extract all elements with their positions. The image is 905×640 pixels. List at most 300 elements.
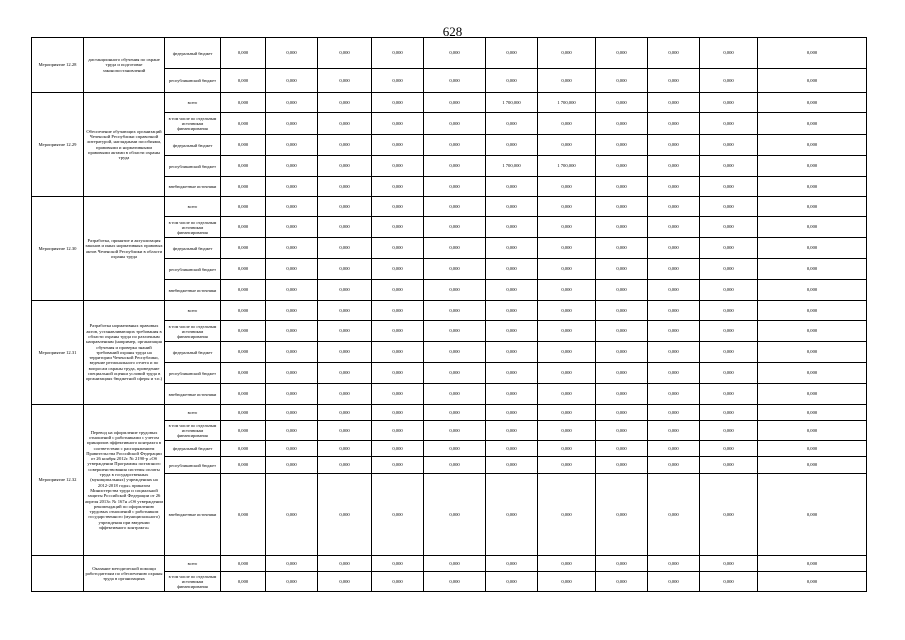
value-cell: 0,000 (221, 259, 266, 280)
value-cell: 0,000 (596, 572, 648, 592)
value-cell: 0,000 (596, 441, 648, 457)
value-cell: 0,000 (486, 441, 538, 457)
value-cell: 0,000 (318, 474, 372, 556)
funding-source-cell: федеральный бюджет (165, 238, 221, 259)
value-cell: 0,000 (424, 217, 486, 238)
value-cell: 0,000 (266, 556, 318, 572)
value-cell: 0,000 (372, 135, 424, 156)
value-cell: 0,000 (596, 259, 648, 280)
value-cell: 0,000 (318, 156, 372, 177)
value-cell: 0,000 (318, 301, 372, 321)
value-cell: 0,000 (758, 363, 867, 384)
value-cell: 0,000 (538, 197, 596, 217)
value-cell: 0,000 (538, 405, 596, 421)
value-cell: 0,000 (648, 384, 700, 405)
value-cell: 0,000 (700, 156, 758, 177)
event-name-cell: Оказание методической помощи работодателям по обеспечению охраны труда в организациях (84, 556, 165, 592)
value-cell: 0,000 (486, 342, 538, 363)
value-cell: 0,000 (424, 384, 486, 405)
value-cell: 0,000 (538, 69, 596, 93)
value-cell: 0,000 (318, 69, 372, 93)
value-cell: 0,000 (424, 259, 486, 280)
value-cell: 0,000 (424, 441, 486, 457)
value-cell: 0,000 (648, 177, 700, 197)
value-cell: 0,000 (758, 38, 867, 69)
value-cell: 0,000 (596, 474, 648, 556)
value-cell: 0,000 (758, 69, 867, 93)
value-cell: 0,000 (266, 342, 318, 363)
value-cell: 0,000 (266, 93, 318, 113)
value-cell: 0,000 (372, 177, 424, 197)
value-cell: 0,000 (372, 69, 424, 93)
value-cell: 0,000 (318, 421, 372, 441)
funding-source-cell: всего (165, 556, 221, 572)
value-cell: 0,000 (372, 113, 424, 135)
value-cell: 0,000 (596, 113, 648, 135)
value-cell: 0,000 (486, 474, 538, 556)
value-cell: 0,000 (221, 474, 266, 556)
value-cell: 0,000 (538, 474, 596, 556)
value-cell: 0,000 (372, 363, 424, 384)
funding-source-cell: федеральный бюджет (165, 38, 221, 69)
value-cell: 0,000 (648, 113, 700, 135)
value-cell: 0,000 (486, 197, 538, 217)
value-cell: 0,000 (424, 238, 486, 259)
funding-source-cell: всего (165, 301, 221, 321)
value-cell: 0,000 (758, 113, 867, 135)
value-cell: 0,000 (372, 197, 424, 217)
value-cell: 0,000 (318, 113, 372, 135)
value-cell: 0,000 (221, 572, 266, 592)
value-cell: 0,000 (596, 342, 648, 363)
value-cell: 0,000 (318, 384, 372, 405)
value-cell: 0,000 (596, 177, 648, 197)
value-cell: 0,000 (486, 572, 538, 592)
value-cell: 0,000 (486, 405, 538, 421)
value-cell: 0,000 (372, 474, 424, 556)
value-cell: 0,000 (221, 421, 266, 441)
page-number: 628 (442, 24, 463, 39)
value-cell: 0,000 (266, 572, 318, 592)
value-cell: 0,000 (221, 441, 266, 457)
value-cell: 0,000 (221, 363, 266, 384)
funding-source-cell: федеральный бюджет (165, 342, 221, 363)
value-cell: 0,000 (596, 197, 648, 217)
value-cell: 0,000 (372, 301, 424, 321)
value-cell: 0,000 (424, 405, 486, 421)
value-cell: 0,000 (700, 238, 758, 259)
value-cell: 0,000 (700, 572, 758, 592)
value-cell: 0,000 (648, 556, 700, 572)
value-cell: 0,000 (486, 421, 538, 441)
value-cell: 0,000 (648, 342, 700, 363)
value-cell: 0,000 (596, 457, 648, 474)
value-cell: 0,000 (596, 321, 648, 342)
event-name-cell: Обеспечение обучающих организаций Чеченской Республики справочной литературой, наглядными пособиями, правовыми и нормативными правовыми актами в области охраны труда (84, 93, 165, 197)
value-cell: 0,000 (758, 572, 867, 592)
value-cell: 0,000 (318, 441, 372, 457)
value-cell: 0,000 (424, 474, 486, 556)
value-cell: 0,000 (424, 572, 486, 592)
value-cell: 1 700,000 (538, 156, 596, 177)
value-cell: 0,000 (266, 363, 318, 384)
funding-source-cell: республиканский бюджет (165, 156, 221, 177)
value-cell: 0,000 (648, 474, 700, 556)
value-cell: 0,000 (424, 38, 486, 69)
value-cell: 0,000 (318, 572, 372, 592)
value-cell: 0,000 (538, 321, 596, 342)
value-cell: 0,000 (372, 156, 424, 177)
value-cell: 0,000 (318, 342, 372, 363)
value-cell: 0,000 (372, 93, 424, 113)
value-cell: 0,000 (372, 441, 424, 457)
table-row (32, 93, 867, 113)
value-cell: 0,000 (700, 69, 758, 93)
funding-source-cell: внебюджетные источники (165, 280, 221, 301)
value-cell: 0,000 (596, 93, 648, 113)
value-cell: 0,000 (648, 217, 700, 238)
value-cell: 0,000 (648, 69, 700, 93)
value-cell: 0,000 (486, 69, 538, 93)
value-cell: 0,000 (424, 93, 486, 113)
value-cell: 0,000 (221, 405, 266, 421)
value-cell: 0,000 (372, 572, 424, 592)
funding-source-cell: в том числе по отдельным источникам финансирования (165, 421, 221, 441)
value-cell: 0,000 (372, 342, 424, 363)
value-cell: 0,000 (538, 556, 596, 572)
value-cell: 0,000 (758, 457, 867, 474)
value-cell: 0,000 (318, 457, 372, 474)
value-cell: 0,000 (538, 363, 596, 384)
value-cell: 0,000 (424, 421, 486, 441)
funding-source-cell: всего (165, 405, 221, 421)
value-cell: 0,000 (266, 321, 318, 342)
value-cell: 1 700,000 (486, 93, 538, 113)
value-cell: 0,000 (221, 280, 266, 301)
value-cell: 0,000 (266, 301, 318, 321)
value-cell: 0,000 (486, 363, 538, 384)
value-cell: 0,000 (648, 363, 700, 384)
funding-source-cell: республиканский бюджет (165, 457, 221, 474)
value-cell: 0,000 (538, 384, 596, 405)
value-cell: 0,000 (424, 156, 486, 177)
value-cell: 0,000 (648, 135, 700, 156)
value-cell: 0,000 (424, 342, 486, 363)
value-cell: 0,000 (758, 405, 867, 421)
funding-source-cell: всего (165, 197, 221, 217)
value-cell: 0,000 (318, 556, 372, 572)
value-cell: 0,000 (318, 217, 372, 238)
value-cell: 0,000 (648, 93, 700, 113)
value-cell: 0,000 (486, 280, 538, 301)
value-cell: 0,000 (424, 280, 486, 301)
value-cell: 0,000 (486, 177, 538, 197)
funding-source-cell: республиканский бюджет (165, 69, 221, 93)
value-cell: 0,000 (221, 321, 266, 342)
value-cell: 0,000 (538, 135, 596, 156)
value-cell: 0,000 (596, 217, 648, 238)
value-cell: 0,000 (700, 457, 758, 474)
value-cell: 0,000 (318, 93, 372, 113)
value-cell: 0,000 (486, 301, 538, 321)
value-cell: 0,000 (538, 177, 596, 197)
value-cell: 0,000 (266, 38, 318, 69)
value-cell: 0,000 (372, 384, 424, 405)
value-cell: 0,000 (758, 301, 867, 321)
funding-source-cell: федеральный бюджет (165, 135, 221, 156)
value-cell: 0,000 (221, 457, 266, 474)
value-cell: 0,000 (486, 321, 538, 342)
funding-source-cell: внебюджетные источники (165, 384, 221, 405)
value-cell: 0,000 (648, 259, 700, 280)
value-cell: 0,000 (221, 38, 266, 69)
value-cell: 0,000 (221, 217, 266, 238)
value-cell: 0,000 (221, 384, 266, 405)
value-cell: 0,000 (538, 259, 596, 280)
value-cell: 0,000 (221, 342, 266, 363)
value-cell: 0,000 (424, 69, 486, 93)
value-cell: 0,000 (221, 556, 266, 572)
value-cell: 0,000 (758, 321, 867, 342)
table-row (32, 301, 867, 321)
value-cell: 0,000 (318, 197, 372, 217)
value-cell: 0,000 (648, 280, 700, 301)
value-cell: 0,000 (700, 441, 758, 457)
value-cell: 0,000 (538, 421, 596, 441)
value-cell: 0,000 (372, 280, 424, 301)
value-cell: 0,000 (538, 217, 596, 238)
value-cell: 0,000 (424, 457, 486, 474)
value-cell: 0,000 (538, 572, 596, 592)
funding-source-cell: республиканский бюджет (165, 259, 221, 280)
event-number-cell: Мероприятие 12.29 (32, 93, 84, 197)
value-cell: 0,000 (700, 556, 758, 572)
value-cell: 0,000 (486, 135, 538, 156)
budget-table (31, 37, 867, 592)
value-cell: 0,000 (596, 556, 648, 572)
value-cell: 0,000 (700, 217, 758, 238)
value-cell: 0,000 (758, 474, 867, 556)
value-cell: 0,000 (266, 156, 318, 177)
value-cell: 0,000 (424, 363, 486, 384)
value-cell: 0,000 (648, 156, 700, 177)
value-cell: 0,000 (538, 441, 596, 457)
value-cell: 0,000 (758, 342, 867, 363)
value-cell: 0,000 (266, 421, 318, 441)
value-cell: 0,000 (596, 421, 648, 441)
value-cell: 0,000 (596, 38, 648, 69)
value-cell: 0,000 (221, 93, 266, 113)
table-row (32, 405, 867, 421)
value-cell: 0,000 (372, 556, 424, 572)
value-cell: 0,000 (372, 405, 424, 421)
value-cell: 0,000 (372, 238, 424, 259)
value-cell: 0,000 (596, 280, 648, 301)
value-cell: 0,000 (700, 38, 758, 69)
value-cell: 0,000 (596, 363, 648, 384)
value-cell: 0,000 (648, 197, 700, 217)
value-cell: 0,000 (266, 135, 318, 156)
value-cell: 0,000 (266, 457, 318, 474)
value-cell: 0,000 (648, 238, 700, 259)
value-cell: 0,000 (648, 421, 700, 441)
value-cell: 0,000 (486, 384, 538, 405)
value-cell: 0,000 (538, 113, 596, 135)
event-number-cell: Мероприятие 12.31 (32, 301, 84, 405)
value-cell: 1 700,000 (538, 93, 596, 113)
funding-source-cell: в том числе по отдельным источникам финансирования (165, 113, 221, 135)
value-cell: 0,000 (318, 238, 372, 259)
value-cell: 0,000 (221, 177, 266, 197)
value-cell: 0,000 (318, 363, 372, 384)
value-cell: 0,000 (700, 177, 758, 197)
value-cell: 0,000 (538, 342, 596, 363)
value-cell: 0,000 (596, 135, 648, 156)
value-cell: 0,000 (758, 156, 867, 177)
value-cell: 0,000 (424, 177, 486, 197)
value-cell: 0,000 (486, 457, 538, 474)
value-cell: 0,000 (596, 301, 648, 321)
value-cell: 0,000 (424, 321, 486, 342)
value-cell: 0,000 (700, 421, 758, 441)
value-cell: 0,000 (486, 238, 538, 259)
value-cell: 0,000 (372, 321, 424, 342)
value-cell: 0,000 (758, 135, 867, 156)
value-cell: 0,000 (266, 441, 318, 457)
value-cell: 0,000 (221, 156, 266, 177)
funding-source-cell: в том числе по отдельным источникам финансирования (165, 321, 221, 342)
value-cell: 0,000 (266, 384, 318, 405)
value-cell: 0,000 (486, 556, 538, 572)
value-cell: 0,000 (424, 301, 486, 321)
value-cell: 0,000 (221, 69, 266, 93)
value-cell: 0,000 (596, 384, 648, 405)
value-cell: 0,000 (700, 342, 758, 363)
value-cell: 0,000 (648, 301, 700, 321)
value-cell: 0,000 (700, 280, 758, 301)
value-cell: 0,000 (318, 177, 372, 197)
value-cell: 0,000 (318, 405, 372, 421)
funding-source-cell: в том числе по отдельным источникам финансирования (165, 217, 221, 238)
funding-source-cell: республиканский бюджет (165, 363, 221, 384)
value-cell: 0,000 (700, 93, 758, 113)
value-cell: 0,000 (648, 457, 700, 474)
value-cell: 0,000 (486, 259, 538, 280)
table-row (32, 197, 867, 217)
value-cell: 0,000 (486, 217, 538, 238)
value-cell: 0,000 (700, 474, 758, 556)
value-cell: 0,000 (538, 280, 596, 301)
funding-source-cell: внебюджетные источники (165, 177, 221, 197)
event-number-cell: Мероприятие 12.28 (32, 38, 84, 93)
event-name-cell: дистанционного обучения по охране труда и подготовке законопостановлений (84, 38, 165, 93)
funding-source-cell: внебюджетные источники (165, 474, 221, 556)
value-cell: 0,000 (318, 259, 372, 280)
value-cell: 0,000 (221, 113, 266, 135)
value-cell: 0,000 (758, 421, 867, 441)
value-cell: 0,000 (700, 135, 758, 156)
funding-source-cell: всего (165, 93, 221, 113)
value-cell: 0,000 (700, 321, 758, 342)
value-cell: 0,000 (266, 405, 318, 421)
value-cell: 0,000 (266, 217, 318, 238)
value-cell: 0,000 (318, 280, 372, 301)
value-cell: 0,000 (700, 197, 758, 217)
value-cell: 0,000 (486, 38, 538, 69)
value-cell: 0,000 (758, 384, 867, 405)
value-cell: 0,000 (372, 457, 424, 474)
value-cell: 0,000 (318, 321, 372, 342)
value-cell: 0,000 (758, 93, 867, 113)
value-cell: 0,000 (596, 156, 648, 177)
value-cell: 0,000 (538, 457, 596, 474)
value-cell: 0,000 (538, 301, 596, 321)
event-number-cell: Мероприятие 12.32 (32, 405, 84, 556)
value-cell: 0,000 (700, 113, 758, 135)
value-cell: 0,000 (372, 217, 424, 238)
value-cell: 0,000 (758, 259, 867, 280)
value-cell: 0,000 (266, 238, 318, 259)
value-cell: 0,000 (758, 280, 867, 301)
funding-source-cell: в том числе по отдельным источникам финансирования (165, 572, 221, 592)
value-cell: 0,000 (648, 441, 700, 457)
value-cell: 0,000 (648, 405, 700, 421)
value-cell: 0,000 (266, 197, 318, 217)
value-cell: 0,000 (648, 38, 700, 69)
value-cell: 0,000 (700, 384, 758, 405)
value-cell: 0,000 (372, 259, 424, 280)
value-cell: 0,000 (700, 259, 758, 280)
value-cell: 0,000 (700, 363, 758, 384)
value-cell: 0,000 (424, 556, 486, 572)
value-cell: 0,000 (424, 135, 486, 156)
value-cell: 0,000 (266, 69, 318, 93)
value-cell: 0,000 (221, 197, 266, 217)
value-cell: 0,000 (758, 238, 867, 259)
table-row (32, 38, 867, 69)
event-name-cell: Перевод на оформление трудовых отношений с работниками с учетом принципов эффективного контракта в соответствии с распоряжением Правительства Российской Федерации от 26 ноября 2012г. № 2190-р «Об утверждении Программы поэтапного совершенствования системы оплаты труда в государственных (муниципальных) учреждениях на 2012-2018 годы» приказом Министерства труда и социальной защиты Российской Федерации от 26 апреля 2013г. № 167н «Об утверждении рекомендаций по оформлению трудовых отношений с работником государственного (муниципального) учреждения при введении эффективного контракта» (84, 405, 165, 556)
value-cell: 0,000 (318, 135, 372, 156)
value-cell: 0,000 (424, 197, 486, 217)
value-cell: 0,000 (758, 217, 867, 238)
value-cell: 0,000 (372, 421, 424, 441)
value-cell: 0,000 (700, 405, 758, 421)
value-cell: 0,000 (221, 301, 266, 321)
value-cell: 0,000 (266, 474, 318, 556)
event-number-cell (32, 556, 84, 592)
value-cell: 0,000 (266, 177, 318, 197)
value-cell: 0,000 (266, 259, 318, 280)
value-cell: 0,000 (538, 38, 596, 69)
value-cell: 0,000 (266, 113, 318, 135)
value-cell: 0,000 (424, 113, 486, 135)
event-name-cell: Разработка, принятие и актуализация законов и иных нормативных правовых актов Чеченской Республики в области охраны труда (84, 197, 165, 301)
value-cell: 0,000 (758, 441, 867, 457)
value-cell: 0,000 (372, 38, 424, 69)
value-cell: 0,000 (266, 280, 318, 301)
value-cell: 0,000 (596, 405, 648, 421)
value-cell: 1 700,000 (486, 156, 538, 177)
value-cell: 0,000 (538, 238, 596, 259)
table-row (32, 556, 867, 572)
value-cell: 0,000 (700, 301, 758, 321)
value-cell: 0,000 (221, 135, 266, 156)
value-cell: 0,000 (758, 177, 867, 197)
value-cell: 0,000 (318, 38, 372, 69)
value-cell: 0,000 (596, 238, 648, 259)
funding-source-cell: федеральный бюджет (165, 441, 221, 457)
value-cell: 0,000 (648, 572, 700, 592)
